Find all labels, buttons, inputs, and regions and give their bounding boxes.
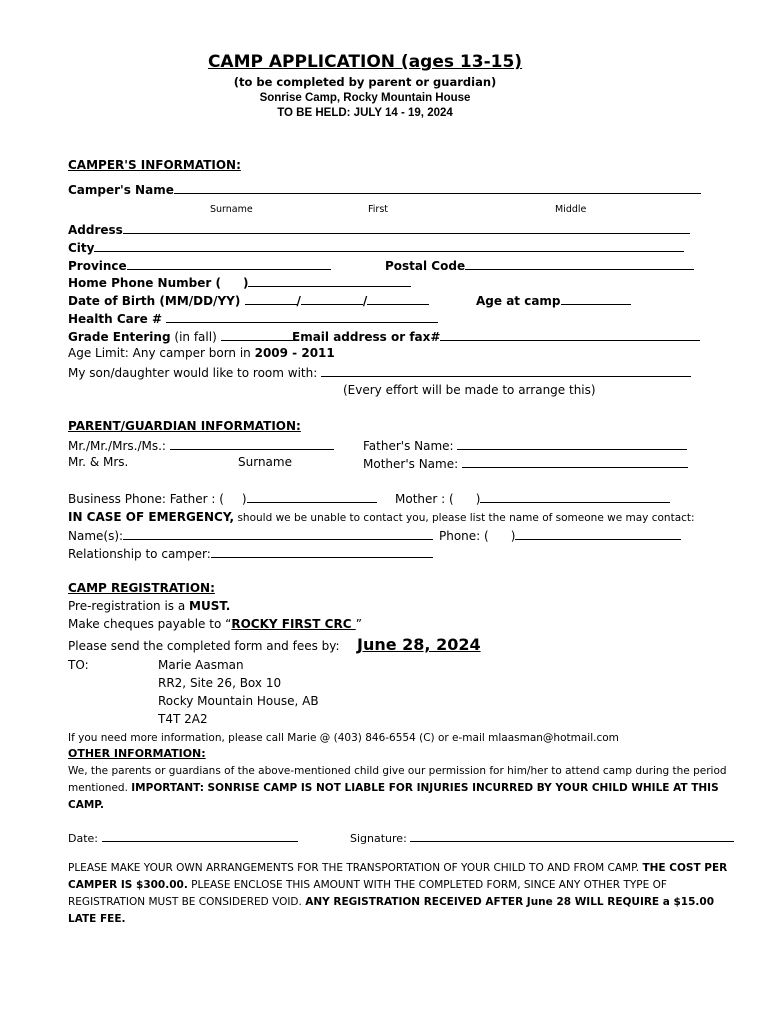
province-label: Province: [68, 259, 127, 273]
date-label: Date:: [68, 832, 98, 845]
grade-field[interactable]: [221, 328, 293, 341]
emergency-phone-label: Phone: (: [439, 529, 489, 543]
email-field[interactable]: [440, 328, 700, 341]
grade-label: Grade Entering: [68, 330, 171, 344]
camper-name-label: Camper's Name: [68, 183, 174, 197]
transport-notice: PLEASE MAKE YOUR OWN ARRANGEMENTS FOR THE TRANSPORTATION OF YOUR CHILD TO AND FROM CAMP.: [68, 862, 643, 874]
surname-caption: Surname: [210, 204, 253, 215]
postal-row: [385, 257, 694, 273]
father-business-phone-field[interactable]: [247, 490, 377, 503]
signature-row: [350, 829, 734, 845]
slash: /: [296, 294, 301, 308]
emergency-names-field[interactable]: [123, 527, 433, 540]
parent-surname-field[interactable]: [170, 437, 334, 450]
age-label: Age at camp: [476, 294, 561, 308]
mother-name-field[interactable]: [462, 455, 688, 468]
mr-and-mrs-label: Mr. & Mrs.: [68, 455, 129, 469]
health-label: Health Care #: [68, 312, 163, 326]
relationship-label: Relationship to camper:: [68, 547, 211, 561]
relationship-row: [68, 545, 433, 561]
room-with-row: [68, 364, 691, 380]
mail-address-line: T4T 2A2: [158, 712, 208, 726]
dob-year-field[interactable]: [367, 292, 429, 305]
dob-day-field[interactable]: [301, 292, 363, 305]
home-phone-label: Home Phone Number (: [68, 276, 221, 290]
paren: ): [510, 529, 516, 543]
paren: ): [475, 492, 481, 506]
mother-phone-row: [395, 490, 670, 506]
dob-row: [68, 292, 429, 308]
emergency-row: [68, 510, 695, 524]
camper-info-heading: CAMPER'S INFORMATION:: [68, 158, 241, 172]
camp-dates: TO BE HELD: JULY 14 - 19, 2024: [277, 107, 453, 119]
emergency-label: IN CASE OF EMERGENCY,: [68, 510, 235, 524]
in-fall-label: (in fall): [174, 330, 217, 344]
footer-notice: [68, 860, 740, 928]
address-field[interactable]: [123, 221, 690, 234]
emergency-instructions: should we be unable to contact you, please list the name of someone we may contact:: [234, 512, 695, 524]
quote: ”: [355, 617, 362, 631]
dob-month-field[interactable]: [245, 292, 297, 305]
date-row: [68, 829, 298, 845]
emergency-names-row: [68, 527, 433, 543]
emergency-phone-field[interactable]: [515, 527, 681, 540]
province-row: [68, 257, 331, 273]
health-field[interactable]: [166, 310, 438, 323]
health-row: [68, 310, 438, 326]
dob-label: Date of Birth (MM/DD/YY): [68, 294, 241, 308]
province-field[interactable]: [127, 257, 331, 270]
camper-name-row: [68, 181, 701, 197]
emergency-names-label: Name(s):: [68, 529, 124, 543]
age-limit-text: Age Limit: Any camper born in: [68, 346, 255, 360]
signature-label: Signature:: [350, 832, 407, 845]
mother-phone-label: Mother : (: [395, 492, 454, 506]
grade-row: [68, 328, 293, 344]
postal-field[interactable]: [465, 257, 694, 270]
email-row: [292, 328, 700, 344]
deadline-date: June 28, 2024: [357, 635, 481, 654]
signature-field[interactable]: [410, 829, 734, 842]
late-fee-notice: ANY REGISTRATION RECEIVED AFTER June 28 WILL REQUIRE a $15.00 LATE FEE.: [68, 896, 715, 925]
home-phone-field[interactable]: [248, 274, 411, 287]
email-label: Email address or fax#: [292, 330, 441, 344]
pre-registration-text: Pre-registration is a: [68, 599, 190, 613]
father-name-label: Father's Name:: [363, 439, 454, 453]
address-label: Address: [68, 223, 123, 237]
business-phone-row: [68, 490, 377, 506]
important-notice: IMPORTANT: SONRISE CAMP IS NOT LIABLE FOR INJURIES INCURRED BY YOUR CHILD WHILE AT THIS CAMP.: [68, 782, 719, 811]
mother-business-phone-field[interactable]: [480, 490, 670, 503]
mail-address-line: Rocky Mountain House, AB: [158, 694, 319, 708]
enclose-notice: PLEASE ENCLOSE THIS AMOUNT WITH THE COMPLETED FORM, SINCE ANY OTHER TYPE OF REGISTRATION MUST BE CONSIDERED VOID.: [68, 879, 667, 908]
postal-label: Postal Code: [385, 259, 466, 273]
cheques-text: Make cheques payable to “: [68, 617, 232, 631]
paren: ): [242, 276, 249, 290]
parent-info-heading: PARENT/GUARDIAN INFORMATION:: [68, 419, 301, 433]
paren: ): [241, 492, 247, 506]
age-limit-years: 2009 - 2011: [254, 346, 335, 360]
slash: /: [362, 294, 368, 308]
info-contact: If you need more information, please call Marie @ (403) 846-6554 (C) or e-mail mlaasman@hotmail.com: [68, 732, 619, 744]
home-phone-row: [68, 274, 411, 290]
city-field[interactable]: [94, 239, 684, 252]
other-info-heading: OTHER INFORMATION:: [68, 747, 206, 760]
registration-heading: CAMP REGISTRATION:: [68, 581, 215, 595]
city-row: [68, 239, 684, 255]
surname-label: Surname: [238, 455, 292, 469]
cheques-payable: [68, 617, 362, 631]
room-with-label: My son/daughter would like to room with:: [68, 366, 318, 380]
pre-registration: [68, 599, 230, 613]
age-row: [476, 292, 631, 308]
relationship-field[interactable]: [211, 545, 433, 558]
city-label: City: [68, 241, 95, 255]
camp-location: Sonrise Camp, Rocky Mountain House: [259, 92, 471, 104]
mail-address-line: RR2, Site 26, Box 10: [158, 676, 282, 690]
mother-name-label: Mother's Name:: [363, 457, 459, 471]
date-field[interactable]: [102, 829, 298, 842]
send-by-text: Please send the completed form and fees by:: [68, 639, 340, 653]
completed-by-note: (to be completed by parent or guardian): [233, 75, 497, 89]
middle-caption: Middle: [555, 204, 587, 215]
permission-paragraph: [68, 763, 738, 814]
camper-name-field[interactable]: [174, 181, 701, 194]
effort-note: (Every effort will be made to arrange this): [343, 383, 596, 397]
must-text: MUST.: [189, 599, 231, 613]
mail-address-line: Marie Aasman: [158, 658, 244, 672]
room-with-field[interactable]: [321, 364, 691, 377]
to-label: TO:: [68, 658, 89, 672]
payee-name: ROCKY FIRST CRC: [231, 617, 356, 631]
business-phone-label: Business Phone: Father : (: [68, 492, 224, 506]
first-caption: First: [368, 204, 388, 215]
mother-name-row: [363, 455, 688, 471]
emergency-phone-row: [439, 527, 681, 543]
address-row: [68, 221, 690, 237]
father-name-field[interactable]: [457, 437, 687, 450]
page-title: CAMP APPLICATION (ages 13-15): [207, 52, 523, 72]
age-field[interactable]: [561, 292, 631, 305]
mr-mrs-row: [68, 437, 334, 453]
cost-notice: THE COST PER CAMPER IS $300.00.: [68, 862, 728, 891]
father-name-row: [363, 437, 687, 453]
permission-text: We, the parents or guardians of the above-mentioned child give our permission for him/her to attend camp during the period mentioned.: [68, 765, 727, 794]
age-limit: [68, 346, 335, 360]
mr-mrs-label: Mr./Mr./Mrs./Ms.:: [68, 439, 166, 453]
